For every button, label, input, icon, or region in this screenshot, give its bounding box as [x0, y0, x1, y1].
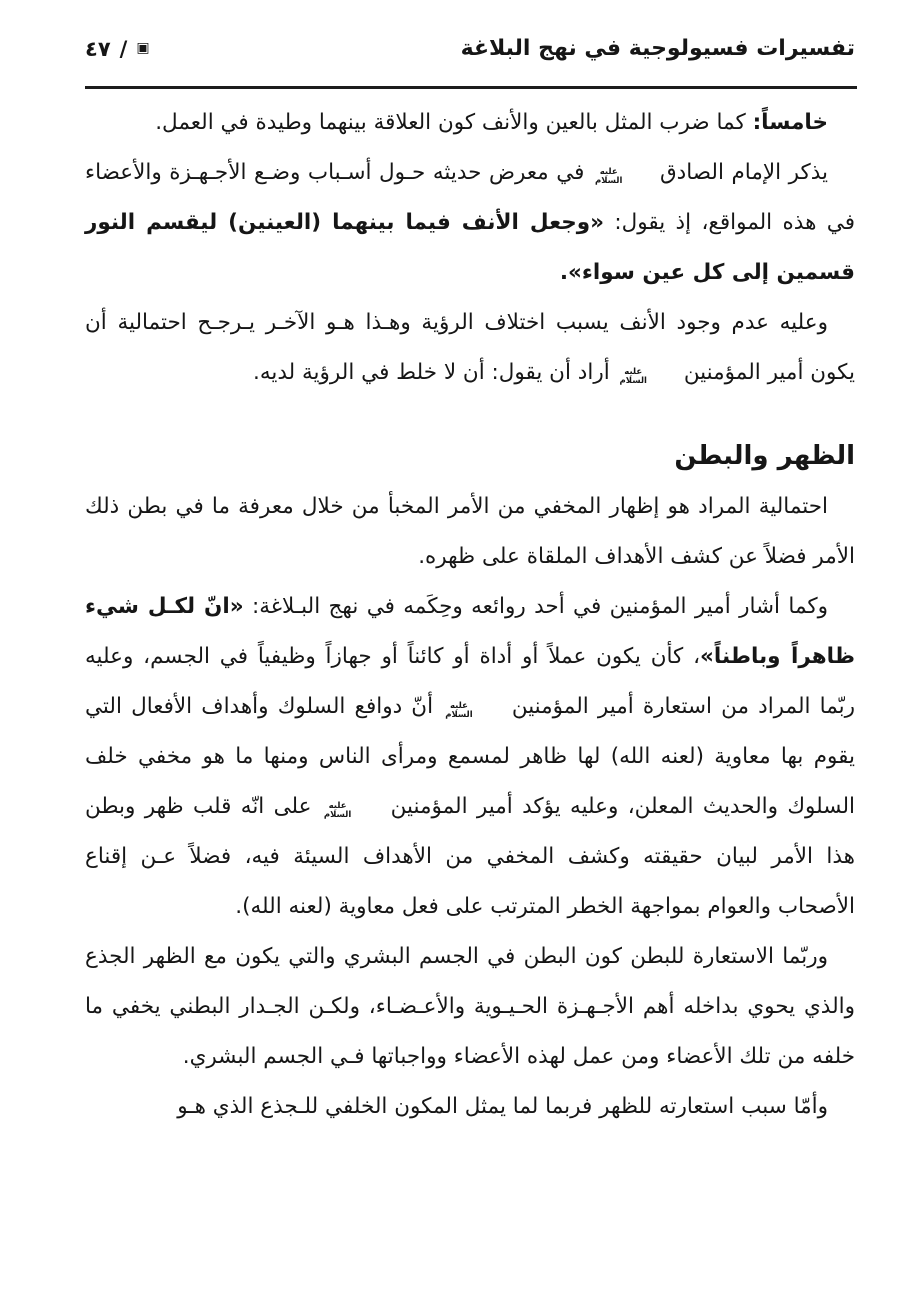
square-ornament-icon: ▣ — [136, 40, 150, 56]
text-run: وأمّا سبب استعارته للظهر فربما لما يمثل المكون الخلفي للـجذع الذي هـو — [177, 1094, 828, 1119]
alayhi-salam-honorific-icon: عليه السلام — [323, 801, 352, 820]
text-run: أراد أن يقول: أن لا خلط في الرؤية لديه. — [253, 360, 617, 385]
text-run: أنّ دوافع السلوك وأهداف الأفعال التي يقوم بها معاوية (لعنه الله) لها ظاهر لمسمع ومرأى الناس ومنها ما هو مخفي خلف السلوك والحديث المعلن، وعليه يؤكد أمير المؤمنين — [85, 694, 855, 819]
section-heading: الظهر والبطن — [674, 441, 855, 471]
text-run: وكما أشار أمير المؤمنين في أحد روائعه وحِكَمه في نهج البـلاغة: — [243, 594, 828, 619]
text-run: كما ضرب المثل بالعين والأنف كون العلاقة بينهما وطيدة في العمل. — [155, 110, 753, 135]
paragraph — [85, 482, 855, 582]
paragraph — [85, 148, 855, 298]
text-run: وربّما الاستعارة للبطن كون البطن في الجسم البشري والتي يكون مع الظهر الجذع والذي يحوي بداخله أهم الأجـهـزة الحـيـوية والأعـضـاء، ولكـن الجـدار البطني يخفي ما خلفه من تلك الأعضاء ومن عمل لهذه الأعضاء وواجباتها فـي الجسم البشري. — [85, 944, 855, 1069]
book-title: تفسيرات فسيولوجية في نهج البلاغة — [460, 36, 855, 61]
page-number-group — [85, 37, 150, 61]
bold-text-run: «انّ لكـل شيء ظاهراً وباطناً» — [85, 594, 855, 669]
paragraph — [85, 582, 855, 932]
paragraph — [85, 298, 855, 398]
content — [85, 98, 855, 1132]
page-header — [85, 36, 855, 61]
alayhi-salam-honorific-icon: عليه السلام — [594, 167, 623, 186]
text-run: ، كأن يكون عملاً أو أداة أو كائناً أو جهازاً وظيفياً في الجسم، وعليه ربّما المراد من استعارة أمير المؤمنين — [85, 644, 855, 719]
bold-text-run: خامساً: — [752, 110, 828, 135]
page-number: ٤٧ — [85, 37, 111, 61]
alayhi-salam-honorific-icon: عليه السلام — [445, 701, 473, 720]
paragraph — [85, 1082, 855, 1132]
text-run: على انّه قلب ظهر وبطن هذا الأمر لبيان حقيقته وكشف المخفي من الأهداف السيئة فيه، فضلاً عـن إقناع الأصحاب والعوام بمواجهة الخطر المترتب على فعل معاوية (لعنه الله). — [85, 794, 855, 919]
paragraph — [85, 98, 855, 148]
text-run: في معرض حديثه حـول أسـباب وضـع الأجـهـزة والأعضاء في هذه المواقع، إذ يقول: — [85, 160, 855, 235]
header-rule — [85, 86, 857, 89]
page-number-separator: / — [119, 37, 128, 61]
text-run: احتمالية المراد هو إظهار المخفي من الأمر المخبأ من خلال معرفة ما في بطن ذلك الأمر فضلاً عن كشف الأهداف الملقاة على ظهره. — [85, 494, 855, 569]
text-run: وعليه عدم وجود الأنف يسبب اختلاف الرؤية وهـذا هـو الآخـر يـرجـح احتمالية أن يكون أمير المؤمنين — [85, 310, 855, 385]
text-run: يذكر الإمام الصادق — [652, 160, 828, 185]
bold-text-run: «وجعل الأنف فيما بينهما (العينين) ليقسم النور قسمين إلى كل عين سواء». — [85, 210, 855, 285]
alayhi-salam-honorific-icon: عليه السلام — [619, 367, 647, 386]
paragraph — [85, 932, 855, 1082]
